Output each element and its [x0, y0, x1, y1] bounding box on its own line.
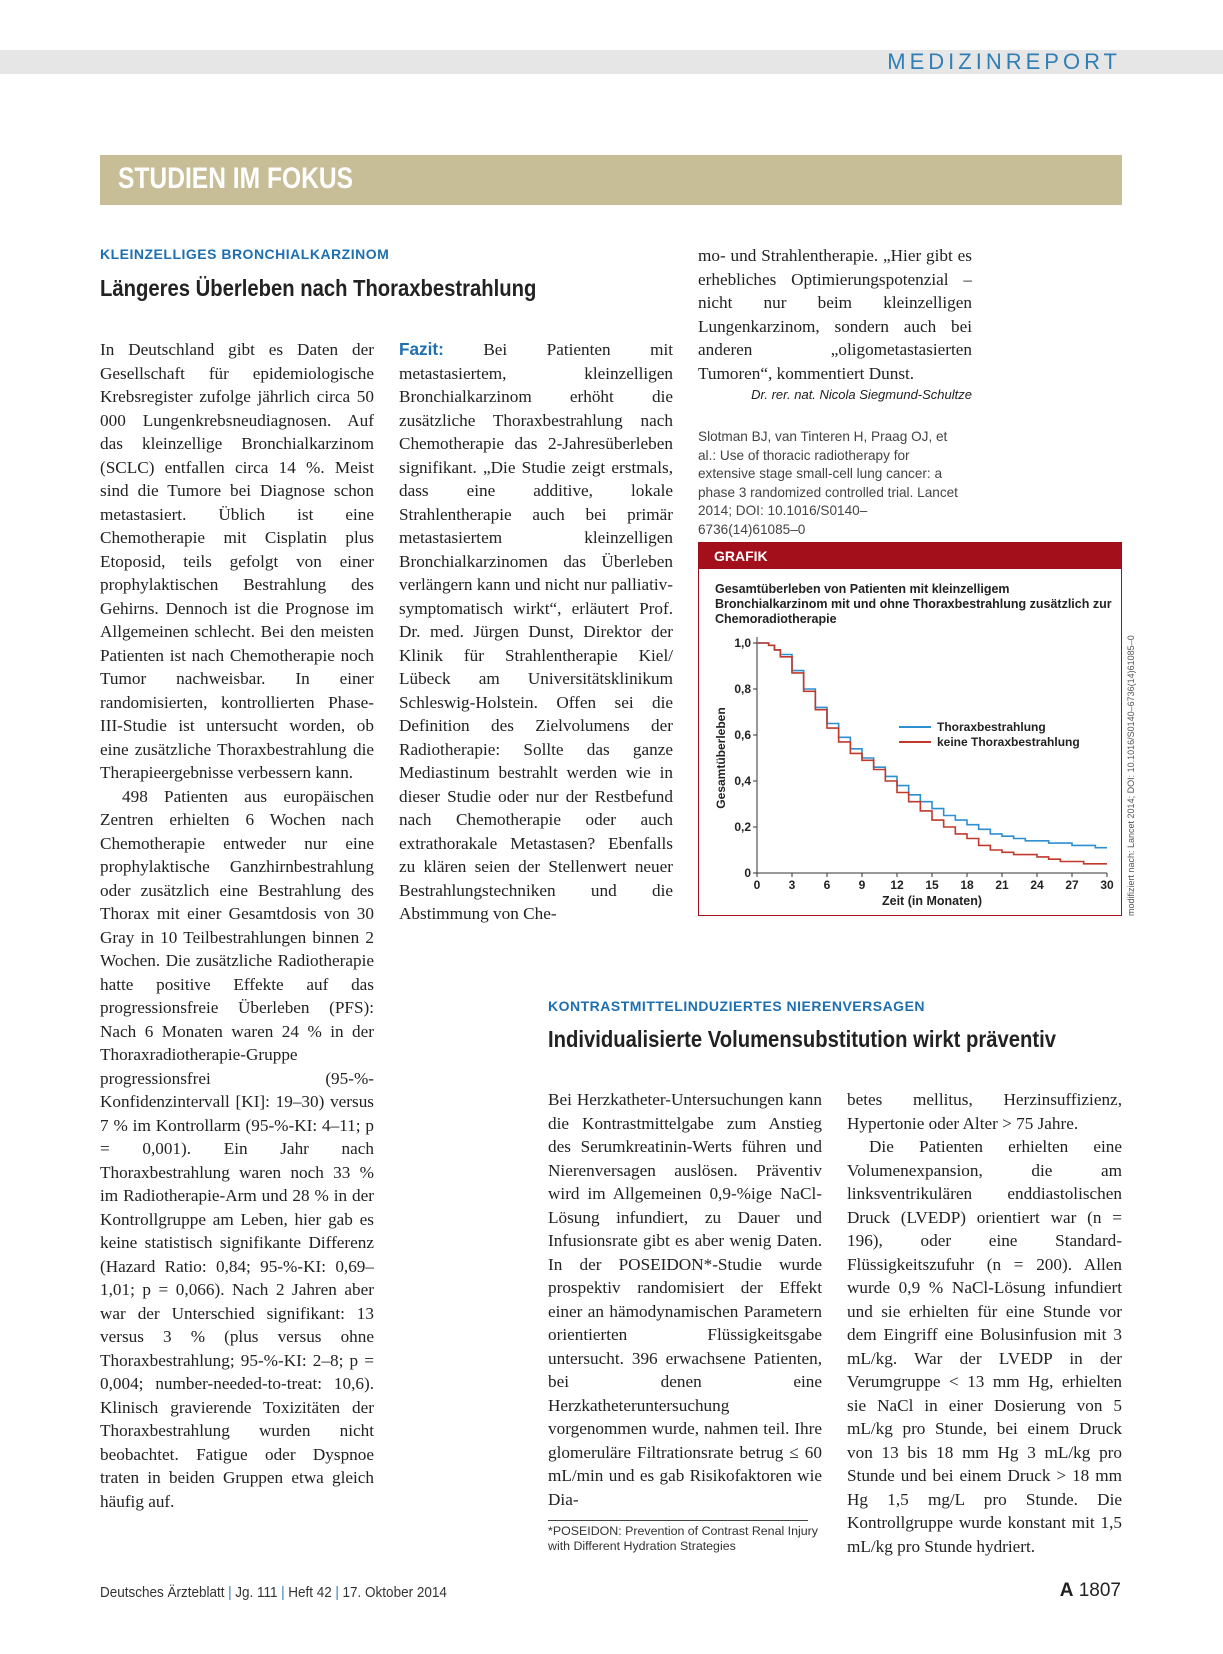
y-tick-label: 0,8 [734, 682, 751, 696]
survival-chart [699, 543, 1123, 917]
y-tick-label: 0,6 [734, 728, 751, 742]
figure-credit: modifiziert nach: Lancet 2014; DOI: 10.1016/S0140–6736(14)61085–0 [1126, 635, 1136, 916]
x-tick-label: 21 [995, 878, 1009, 892]
x-tick-label: 6 [823, 878, 831, 892]
article2-paragraph: Bei Herzkatheter-Untersuchungen kann die Kontrastmittelgabe zum Anstieg des Serumkreatinin-Werts führen und Nierenversagen auslösen. Präventiv wird im Allgemeinen 0,9-%ige NaCl-Lösung infundiert, zu Dauer und Infusionsrate gibt es aber wenig Daten. In der POSEIDON*-Studie wurde prospektiv randomisiert der Effekt einer an hämodynamischen Parametern orientierten Flüssigkeitsgabe untersucht. 396 erwachsene Patienten, bei denen eine Herzkatheteruntersuchung vorgenommen wurde, nahmen teil. Ihre glomeruläre Filtrationsrate betrug ≤ 60 mL/min und es gab Risikofaktoren wie Dia- [548, 1090, 822, 1509]
figure-label: GRAFIK [699, 543, 1121, 569]
article1-headline: Längeres Überleben nach Thoraxbestrahlung [100, 275, 537, 301]
series-line-2 [757, 643, 1107, 864]
article2-headline: Individualisierte Volumensubstitution wirkt präventiv [548, 1026, 1056, 1052]
figure-box [698, 542, 1122, 916]
x-tick-label: 30 [1100, 878, 1114, 892]
section-label: MEDIZINREPORT [887, 49, 1121, 74]
x-tick-label: 9 [858, 878, 866, 892]
x-tick-label: 12 [890, 878, 904, 892]
x-tick-label: 18 [960, 878, 974, 892]
chart-title: Gesamtüberleben von Patienten mit kleinzelligem Bronchialkarzinom mit und ohne Thoraxbestrahlung zusätzlich zur Chemoradiotherapie [715, 582, 1112, 626]
y-tick-label: 1,0 [734, 636, 751, 650]
footer-citation: Deutsches Ärzteblatt | Jg. 111 | Heft 42 | 17. Oktober 2014 [100, 1584, 447, 1601]
legend-label-1: Thoraxbestrahlung [937, 720, 1046, 734]
fazit-label: Fazit: [399, 339, 444, 359]
banner-title: STUDIEN IM FOKUS [118, 162, 354, 195]
page-value: 1807 [1078, 1580, 1121, 1601]
fazit-paragraph [399, 338, 673, 926]
x-axis-label: Zeit (in Monaten) [882, 894, 982, 908]
legend-label-2: keine Thoraxbestrahlung [937, 735, 1080, 749]
article1-paragraph: In Deutschland gibt es Daten der Gesellschaft für epidemiologische Krebsregister zufolge jährlich circa 50 000 Lungenkrebsneudiagnosen. Auf das kleinzellige Bronchialkarzinom (SCLC) entfallen circa 14 %. Meist sind die Tumore bei Diagnose schon metastasiert. Üblich ist eine Chemotherapie mit Cisplatin plus Etoposid, teils gefolgt von einer prophylaktischen Bestrahlung des Gehirns. Dennoch ist die Prognose im Allgemeinen schlecht. Bei den meisten Patienten ist nach Chemotherapie noch Tumor nachweisbar. In einer randomisierten, kontrollierten Phase-III-Studie ist untersucht worden, ob eine zusätzliche Thoraxbestrahlung die Therapieergebnisse verbessern kann. [100, 340, 374, 782]
y-tick-label: 0,2 [734, 820, 751, 834]
journal-name: Deutsches Ärzteblatt [100, 1584, 225, 1601]
reference: Slotman BJ, van Tinteren H, Praag OJ, et al.: Use of thoracic radiotherapy for extensive stage small-cell lung cancer: a phase 3 randomized controlled trial. Lancet 2014; DOI: 10.1016/S0140–6736(14)61085–0 [698, 429, 958, 537]
article1-column-1 [100, 338, 374, 1513]
y-tick-label: 0,4 [734, 774, 751, 788]
article2-paragraph: betes mellitus, Herzinsuffizienz, Hypertonie oder Alter > 75 Jahre. [847, 1090, 1122, 1133]
x-tick-label: 15 [925, 878, 939, 892]
y-axis-label: Gesamtüberleben [714, 707, 728, 809]
article1-paragraph: 498 Patienten aus europäischen Zentren erhielten 6 Wochen nach Chemotherapie entweder nur eine prophylaktische Ganzhirnbestrahlung oder zusätzlich eine Bestrahlung des Thorax mit einer Gesamtdosis von 30 Gray in 10 Teilbestrahlungen binnen 2 Wochen. Die zusätzliche Radiotherapie hatte positive Effekte auf das progressionsfreie Überleben (PFS): Nach 6 Monaten waren 24 % in der Thoraxradiotherapie-Gruppe progressionsfrei (95-%-Konfidenzintervall [KI]: 19–30) versus 7 % im Kontrollarm (95-%-KI: 4–11; p = 0,001). Ein Jahr nach Thoraxbestrahlung waren noch 33 % im Radiotherapie-Arm und 28 % in der Kontrollgruppe am Leben, hier gab es keine statistisch signifikante Differenz (Hazard Ratio: 0,84; 95-%-KI: 0,69–1,01; p = 0,066). Nach 2 Jahren aber war der Unterschied signifikant: 13 versus 3 % (plus versus ohne Thoraxbestrahlung; 95-%-KI: 2–8; p = 0,004; number-needed-to-treat: 10,6). Klinisch gravierende Toxizitäten der Thoraxbestrahlung wurden nicht beobachtet. Fatigue oder Dyspnoe traten in beiden Gruppen etwa gleich häufig auf. [100, 786, 374, 1511]
article2-column-1 [548, 1088, 822, 1511]
issue: Heft 42 [288, 1584, 332, 1601]
article1-kicker: KLEINZELLIGES BRONCHIALKARZINOM [100, 246, 390, 262]
footnote-divider [548, 1520, 808, 1521]
footnote: *POSEIDON: Prevention of Contrast Renal Injury with Different Hydration Strategies [548, 1524, 818, 1553]
volume: Jg. 111 [235, 1584, 278, 1601]
x-tick-label: 3 [788, 878, 796, 892]
publication-date: 17. Oktober 2014 [342, 1584, 447, 1601]
author-name: Dr. rer. nat. Nicola Siegmund-Schultze [751, 387, 972, 402]
banner [100, 155, 1122, 205]
x-tick-label: 0 [753, 878, 761, 892]
article1-column-3 [698, 244, 972, 405]
page-number [1060, 1580, 1121, 1602]
article1-paragraph: mo- und Strahlentherapie. „Hier gibt es erhebliches Optimierungspotenzial – nicht nur beim kleinzelligen Lungenkarzinom, sondern auch bei anderen „oligometastasierten Tumoren“, kommentiert Dunst. [698, 246, 972, 383]
article2-kicker: KONTRASTMITTELINDUZIERTES NIERENVERSAGEN [548, 998, 926, 1014]
article1-column-2 [399, 338, 673, 926]
page-prefix: A [1059, 1580, 1074, 1601]
x-tick-label: 24 [1030, 878, 1044, 892]
article2-paragraph: Die Patienten erhielten eine Volumenexpansion, die am linksventrikulären enddiastolischen Druck (LVEDP) orientiert war (n = 196), oder eine Standard-Flüssigkeitszufuhr (n = 200). Allen wurde 0,9 % NaCl-Lösung infundiert und sie erhielten für eine Stunde vor dem Eingriff eine Bolusinfusion mit 3 mL/kg. War der LVEDP in der Verumgruppe < 13 mm Hg, erhielten sie NaCl in einer Dosierung von 5 mL/kg pro Stunde, bei einem Druck von 13 bis 18 mm Hg 3 mL/kg pro Stunde und bei einem Druck > 18 mm Hg 1,5 mg/L pro Stunde. Die Kontrollgruppe wurde konstant mit 1,5 mL/kg pro Stunde hydriert. [847, 1137, 1122, 1556]
x-tick-label: 27 [1065, 878, 1079, 892]
y-tick-label: 0 [744, 866, 751, 880]
fazit-text: Bei Patienten mit metastasiertem, kleinzelligen Bronchialkarzinom erhöht die zusätzliche Thoraxbestrahlung nach Chemotherapie das 2-Jahresüberleben signifikant. „Die Studie zeigt erstmals, dass eine additive, lokale Strahlentherapie auch bei primär metastasiertem kleinzelligen Bronchialkarzinomen das Überleben verlängern kann und nicht nur palliativ-symptomatisch wirkt“, erläutert Prof. Dr. med. Jürgen Dunst, Direktor der Klinik für Strahlentherapie Kiel/ Lübeck am Universitätsklinikum Schleswig-Holstein. Offen sei die Definition des Zielvolumens der Radiotherapie: Sollte das ganze Mediastinum bestrahlt werden wie in dieser Studie oder nur der Restbefund nach Chemotherapie oder auch extrathorakale Metastasen? Ebenfalls zu klären seien der Stellenwert neuer Bestrahlungstechniken und die Abstimmung von Che- [399, 340, 674, 923]
article2-column-2 [847, 1088, 1122, 1558]
